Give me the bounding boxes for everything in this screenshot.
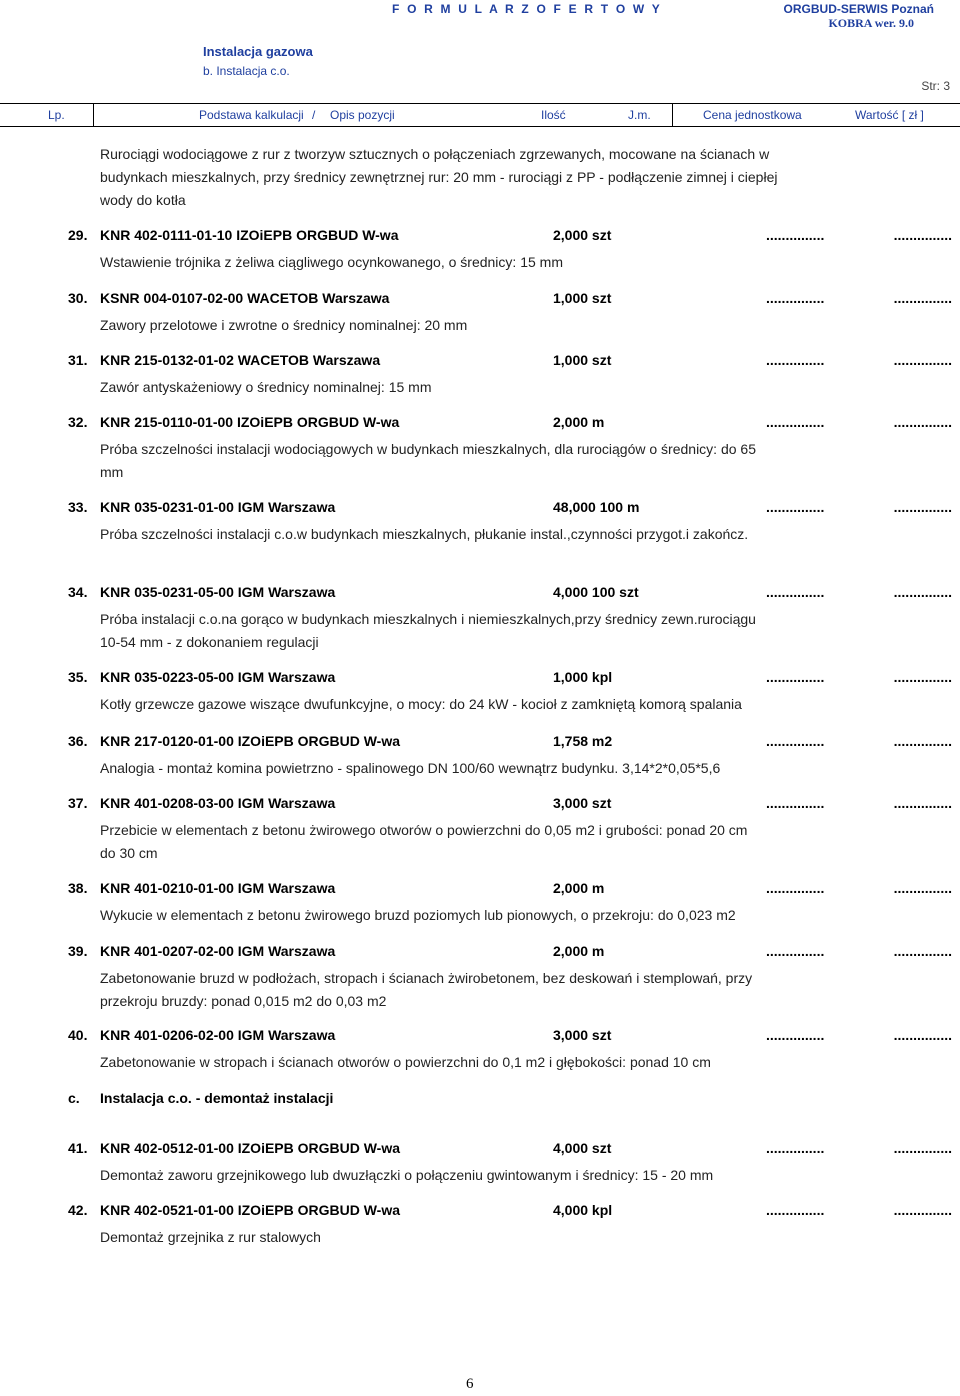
value-placeholder: ............... (893, 943, 952, 959)
item-description: Zawór antyskażeniowy o średnicy nominalnej: 15 mm (100, 379, 432, 395)
item-number: 36. (68, 733, 88, 749)
page-label: Str: 3 (921, 79, 950, 93)
item-number: 42. (68, 1202, 88, 1218)
unit-price-placeholder: ............... (766, 352, 825, 368)
value-placeholder: ............... (893, 669, 952, 685)
col-description: Opis pozycji (330, 108, 395, 122)
item-description: Próba szczelności instalacji wodociągowych w budynkach mieszkalnych, dla rurociągów o średnicy: do 65 mm (100, 441, 756, 480)
item-number: 30. (68, 290, 88, 306)
quantity-unit: 4,000 szt (553, 1140, 612, 1156)
unit-price-placeholder: ............... (766, 1202, 825, 1218)
item-description: Analogia - montaż komina powietrzno - spalinowego DN 100/60 wewnątrz budynku. 3,14*2*0,05*5,6 (100, 760, 721, 776)
basis-code: KNR 215-0110-01-00 IZOiEPB ORGBUD W-wa (100, 414, 400, 430)
item-number: 32. (68, 414, 88, 430)
value-placeholder: ............... (893, 290, 952, 306)
quantity-unit: 3,000 szt (553, 1027, 612, 1043)
unit-price-placeholder: ............... (766, 943, 825, 959)
value-placeholder: ............... (893, 584, 952, 600)
unit-price-placeholder: ............... (766, 669, 825, 685)
item-description: Przebicie w elementach z betonu żwirowego otworów o powierzchni do 0,05 m2 i grubości: ponad 20 cm do 30 cm (100, 822, 748, 861)
item-number: 31. (68, 352, 88, 368)
basis-code: KNR 402-0512-01-00 IZOiEPB ORGBUD W-wa (100, 1140, 401, 1156)
basis-code: KNR 402-0521-01-00 IZOiEPB ORGBUD W-wa (100, 1202, 401, 1218)
item-number: 38. (68, 880, 88, 896)
basis-code: KNR 035-0231-05-00 IGM Warszawa (100, 584, 336, 600)
basis-code: KSNR 004-0107-02-00 WACETOB Warszawa (100, 290, 390, 306)
item-description: Wstawienie trójnika z żeliwa ciągliwego ocynkowanego, o średnicy: 15 mm (100, 254, 563, 270)
item-number: 35. (68, 669, 88, 685)
unit-price-placeholder: ............... (766, 290, 825, 306)
item-description: Kotły grzewcze gazowe wiszące dwufunkcyjne, o mocy: do 24 kW - kocioł z zamkniętą komorą spalania (100, 696, 742, 712)
value-placeholder: ............... (893, 414, 952, 430)
col-divider (93, 104, 94, 126)
column-header (0, 103, 960, 127)
quantity-unit: 3,000 szt (553, 795, 612, 811)
quantity-unit: 1,000 szt (553, 290, 612, 306)
basis-code: KNR 402-0111-01-10 IZOiEPB ORGBUD W-wa (100, 227, 399, 243)
unit-price-placeholder: ............... (766, 499, 825, 515)
item-description: Wykucie w elementach z betonu żwirowego bruzd poziomych lub pionowych, o przekroju: do 0,023 m2 (100, 907, 736, 923)
section-subtitle: b. Instalacja c.o. (203, 64, 290, 78)
item-number: 37. (68, 795, 88, 811)
basis-code: KNR 401-0207-02-00 IGM Warszawa (100, 943, 336, 959)
item-description: Demontaż zaworu grzejnikowego lub dwuzłączki o połączeniu gwintowanym i średnicy: 15 - 20 mm (100, 1167, 714, 1183)
item-description: Próba instalacji c.o.na gorąco w budynkach mieszkalnych i niemieszkalnych,przy średnicy zewn.rurociągu 10-54 mm - z dokonaniem regulacji (100, 611, 756, 650)
quantity-unit: 4,000 100 szt (553, 584, 639, 600)
basis-code: KNR 401-0208-03-00 IGM Warszawa (100, 795, 336, 811)
value-placeholder: ............... (893, 1027, 952, 1043)
unit-price-placeholder: ............... (766, 414, 825, 430)
basis-code: KNR 035-0223-05-00 IGM Warszawa (100, 669, 336, 685)
item-number: 39. (68, 943, 88, 959)
item-description: Zabetonowanie bruzd w podłożach, stropach i ścianach żwirobetonem, bez deskowań i stemplowań, przy przekroju bruzdy: ponad 0,015 m2 do 0,03 m2 (100, 970, 753, 1009)
item-number: 29. (68, 227, 88, 243)
unit-price-placeholder: ............... (766, 584, 825, 600)
subsection-number: c. (68, 1090, 80, 1106)
subsection-label: Instalacja c.o. - demontaż instalacji (100, 1090, 334, 1106)
unit-price-placeholder: ............... (766, 795, 825, 811)
intro-description: Rurociągi wodociągowe z rur z tworzyw sztucznych o połączeniach zgrzewanych, mocowane na ścianach w budynkach mieszkalnych, przy średnicy zewnętrznej rur: 20 mm - rurociągi z PP - podłączenie zimnej i ciepłej wody do kotła (100, 146, 778, 208)
item-number: 41. (68, 1140, 88, 1156)
value-placeholder: ............... (893, 880, 952, 896)
quantity-unit: 1,758 m2 (553, 733, 613, 749)
value-placeholder: ............... (893, 499, 952, 515)
col-unit-price: Cena jednostkowa (703, 108, 802, 122)
item-number: 34. (68, 584, 88, 600)
basis-code: KNR 401-0206-02-00 IGM Warszawa (100, 1027, 336, 1043)
item-number: 33. (68, 499, 88, 515)
quantity-unit: 1,000 szt (553, 352, 612, 368)
col-divider (672, 104, 673, 126)
value-placeholder: ............... (893, 227, 952, 243)
unit-price-placeholder: ............... (766, 1140, 825, 1156)
col-quantity: Ilość (541, 108, 566, 122)
col-value: Wartość [ zł ] (855, 108, 924, 122)
item-description: Zawory przelotowe i zwrotne o średnicy nominalnej: 20 mm (100, 317, 468, 333)
value-placeholder: ............... (893, 1140, 952, 1156)
basis-code: KNR 217-0120-01-00 IZOiEPB ORGBUD W-wa (100, 733, 401, 749)
quantity-unit: 2,000 m (553, 880, 605, 896)
quantity-unit: 2,000 szt (553, 227, 612, 243)
unit-price-placeholder: ............... (766, 1027, 825, 1043)
unit-price-placeholder: ............... (766, 227, 825, 243)
col-lp: Lp. (48, 108, 65, 122)
item-description: Zabetonowanie w stropach i ścianach otworów o powierzchni do 0,1 m2 i głębokości: ponad 10 cm (100, 1054, 711, 1070)
quantity-unit: 1,000 kpl (553, 669, 613, 685)
value-placeholder: ............... (893, 1202, 952, 1218)
page-number: 6 (466, 1376, 474, 1392)
quantity-unit: 48,000 100 m (553, 499, 640, 515)
software-version: KOBRA wer. 9.0 (828, 16, 914, 30)
quantity-unit: 2,000 m (553, 943, 605, 959)
basis-code: KNR 215-0132-01-02 WACETOB Warszawa (100, 352, 381, 368)
col-unit: J.m. (628, 108, 651, 122)
item-number: 40. (68, 1027, 88, 1043)
value-placeholder: ............... (893, 352, 952, 368)
basis-code: KNR 035-0231-01-00 IGM Warszawa (100, 499, 336, 515)
item-description: Próba szczelności instalacji c.o.w budynkach mieszkalnych, płukanie instal.,czynności przygot.i zakończ. (100, 526, 749, 542)
form-title: F O R M U L A R Z O F E R T O W Y (392, 2, 662, 16)
section-title: Instalacja gazowa (203, 44, 313, 59)
col-basis: Podstawa kalkulacji (199, 108, 304, 122)
item-description: Demontaż grzejnika z rur stalowych (100, 1229, 321, 1245)
quantity-unit: 4,000 kpl (553, 1202, 613, 1218)
quantity-unit: 2,000 m (553, 414, 605, 430)
basis-code: KNR 401-0210-01-00 IGM Warszawa (100, 880, 336, 896)
brand-name: ORGBUD-SERWIS Poznań (783, 2, 934, 16)
value-placeholder: ............... (893, 733, 952, 749)
value-placeholder: ............... (893, 795, 952, 811)
unit-price-placeholder: ............... (766, 880, 825, 896)
col-separator: / (312, 108, 316, 122)
unit-price-placeholder: ............... (766, 733, 825, 749)
